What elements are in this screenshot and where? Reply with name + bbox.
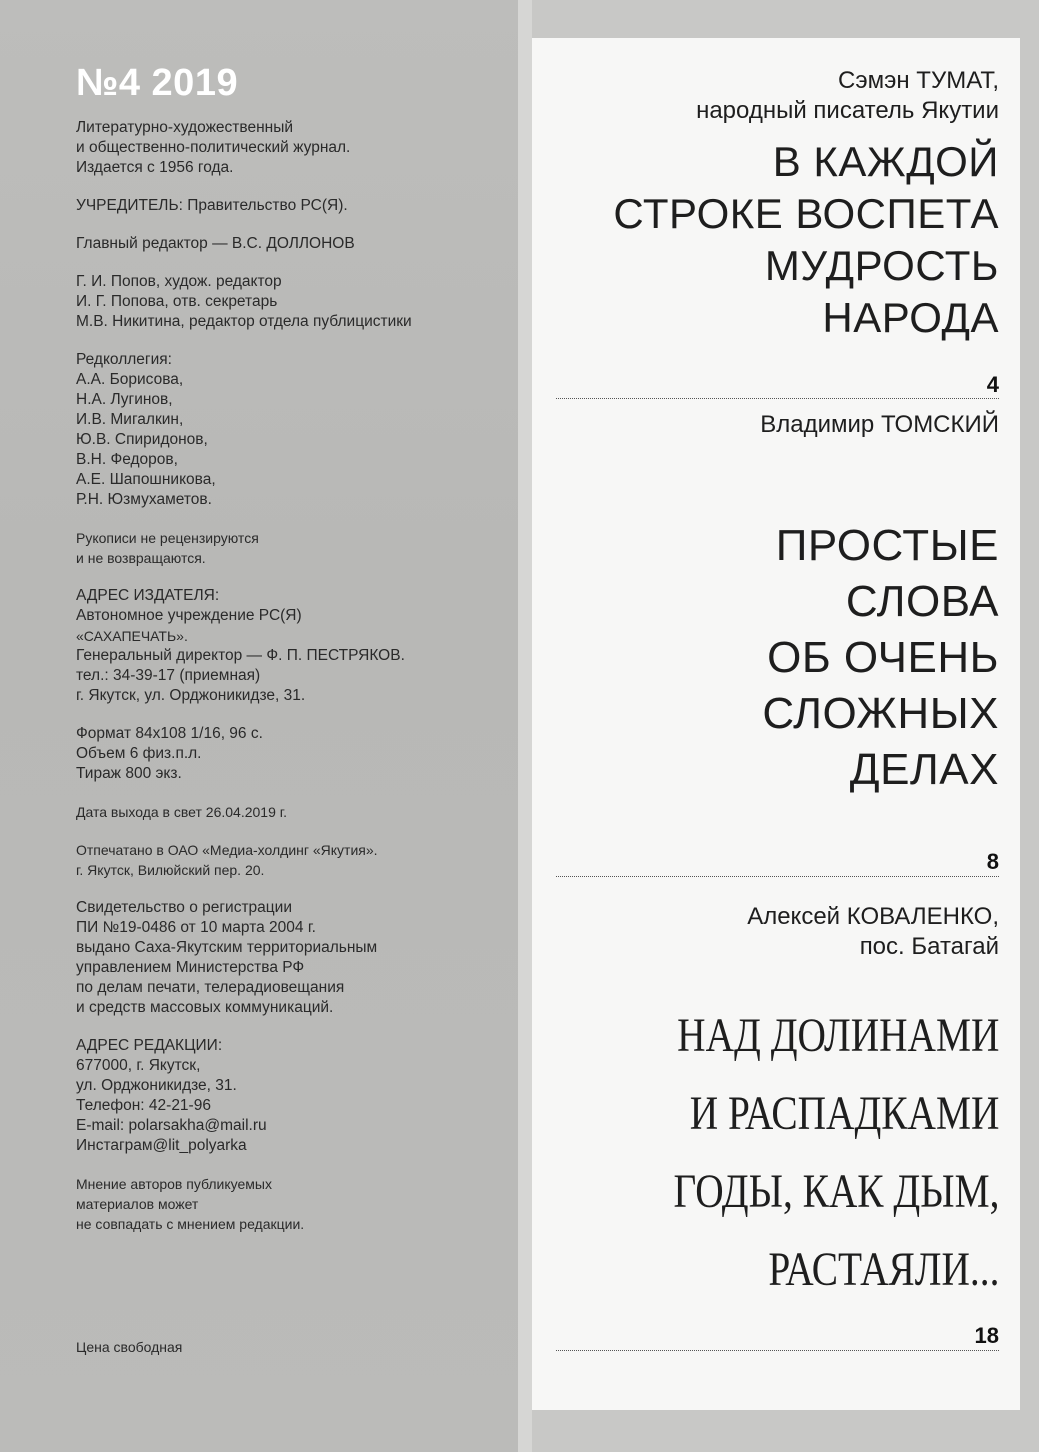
imprint-line: и не возвращаются. [76,550,206,566]
registration-certificate [76,898,516,1018]
disclaimer [76,1174,516,1234]
title-line: ГОДЫ, КАК ДЫМ, [673,1165,999,1218]
title-line: НАРОДА [822,294,999,341]
imprint-line: Рукописи не рецензируются [76,530,259,546]
title-line: МУДРОСТЬ [764,242,999,289]
entry-2-author [760,410,999,440]
price-note: Цена свободная [76,1339,183,1355]
title-line: ОБ ОЧЕНЬ [767,633,999,682]
author-note: пос. Батагай [859,933,999,960]
imprint-line: и средств массовых коммуникаций. [76,999,334,1016]
imprint-line: Г. И. Попов, худож. редактор [76,273,282,290]
founder [76,196,516,216]
email-line: E-mail: polarsakha@mail.ru [76,1117,267,1134]
imprint-line: АДРЕС РЕДАКЦИИ: [76,1037,223,1054]
imprint-line: г. Якутск, Вилюйский пер. 20. [76,862,265,878]
imprint-line: Литературно-художественный [76,119,293,136]
instagram-line: Инстаграм@lit_polyarka [76,1137,247,1154]
imprint-line: управлением Министерства РФ [76,959,305,976]
imprint-line: УЧРЕДИТЕЛЬ: Правительство РС(Я). [76,197,348,214]
journal-description [76,118,516,178]
title-line: И РАСПАДКАМИ [689,1087,999,1140]
release-date [76,802,516,822]
imprint-line: Ю.В. Спиридонов, [76,431,208,448]
imprint-line: Автономное учреждение РС(Я) [76,607,302,624]
imprint-line: выдано Саха-Якутским территориальным [76,939,378,956]
printing-house [76,840,516,880]
imprint-line: материалов может [76,1196,199,1212]
imprint-line: Главный редактор — В.С. ДОЛЛОНОВ [76,235,355,252]
imprint-line: М.В. Никитина, редактор отдела публицистики [76,313,412,330]
title-line: ПРОСТЫЕ [775,521,999,570]
entry-2-page-number: 8 [986,849,999,874]
imprint-line: тел.: 34-39-17 (приемная) [76,667,261,684]
imprint-line: АДРЕС ИЗДАТЕЛЯ: [76,587,220,604]
imprint-line: 677000, г. Якутск, [76,1057,201,1074]
imprint-line: И.В. Мигалкин, [76,411,184,428]
imprint-line: Формат 84х108 1/16, 96 с. [76,725,263,742]
imprint-line: ул. Орджоникидзе, 31. [76,1077,237,1094]
imprint-line: Отпечатано в ОАО «Медиа-холдинг «Якутия». [76,842,378,858]
dotted-leader [556,398,999,399]
chief-editor [76,234,516,254]
imprint-line: Н.А. Лугинов, [76,391,173,408]
author-name: Алексей КОВАЛЕНКО, [747,903,999,930]
imprint-line: И. Г. Попова, отв. секретарь [76,293,278,310]
dotted-leader [556,1350,999,1351]
imprint-line: Дата выхода в свет 26.04.2019 г. [76,804,288,820]
title-line: СЛОВА [845,577,999,626]
editorial-board [76,350,516,510]
issue-number: №4 2019 [76,62,239,104]
publisher-address [76,586,516,706]
imprint-line: Редколлегия: [76,351,172,368]
author-note: народный писатель Якутии [696,97,999,124]
imprint-line: ПИ №19-0486 от 10 марта 2004 г. [76,919,316,936]
editorial-address [76,1036,516,1156]
imprint-line: Мнение авторов публикуемых [76,1176,272,1192]
imprint-line: А.А. Борисова, [76,371,184,388]
entry-1-title [613,136,999,344]
imprint-line: Свидетельство о регистрации [76,899,292,916]
imprint-line: Издается с 1956 года. [76,159,234,176]
imprint-line: по делам печати, телерадиовещания [76,979,345,996]
entry-1-page-number: 4 [986,372,999,397]
print-format [76,724,516,784]
entry-3-page-number: 18 [974,1323,999,1348]
entry-3-title [602,1006,999,1300]
imprint-line: не совпадать с мнением редакции. [76,1216,305,1232]
imprint-line: «САХАПЕЧАТЬ». [76,628,188,644]
page-divider [518,0,532,1452]
imprint-line: Р.Н. Юзмухаметов. [76,491,212,508]
imprint-line: Телефон: 42-21-96 [76,1097,211,1114]
editorial-staff [76,272,516,332]
title-line: СТРОКЕ ВОСПЕТА [613,190,999,237]
imprint-line: Генеральный директор — Ф. П. ПЕСТРЯКОВ. [76,647,405,664]
dotted-leader [556,876,999,877]
imprint-line: А.Е. Шапошникова, [76,471,216,488]
imprint-line: и общественно-политический журнал. [76,139,351,156]
entry-2-title [762,518,999,798]
imprint-block [76,118,516,1252]
entry-1-author [696,66,999,126]
author-name: Владимир ТОМСКИЙ [760,411,999,438]
title-line: В КАЖДОЙ [772,138,999,185]
entry-3-author [747,902,999,962]
manuscripts-note [76,528,516,568]
title-line: НАД ДОЛИНАМИ [676,1009,999,1062]
title-line: РАСТАЯЛИ... [768,1243,999,1296]
imprint-line: г. Якутск, ул. Орджоникидзе, 31. [76,687,306,704]
imprint-line: Объем 6 физ.п.л. [76,745,202,762]
author-name: Сэмэн ТУМАТ, [838,67,999,94]
title-line: СЛОЖНЫХ [762,689,999,738]
imprint-line: Тираж 800 экз. [76,765,182,782]
imprint-line: В.Н. Федоров, [76,451,178,468]
title-line: ДЕЛАХ [849,745,999,794]
